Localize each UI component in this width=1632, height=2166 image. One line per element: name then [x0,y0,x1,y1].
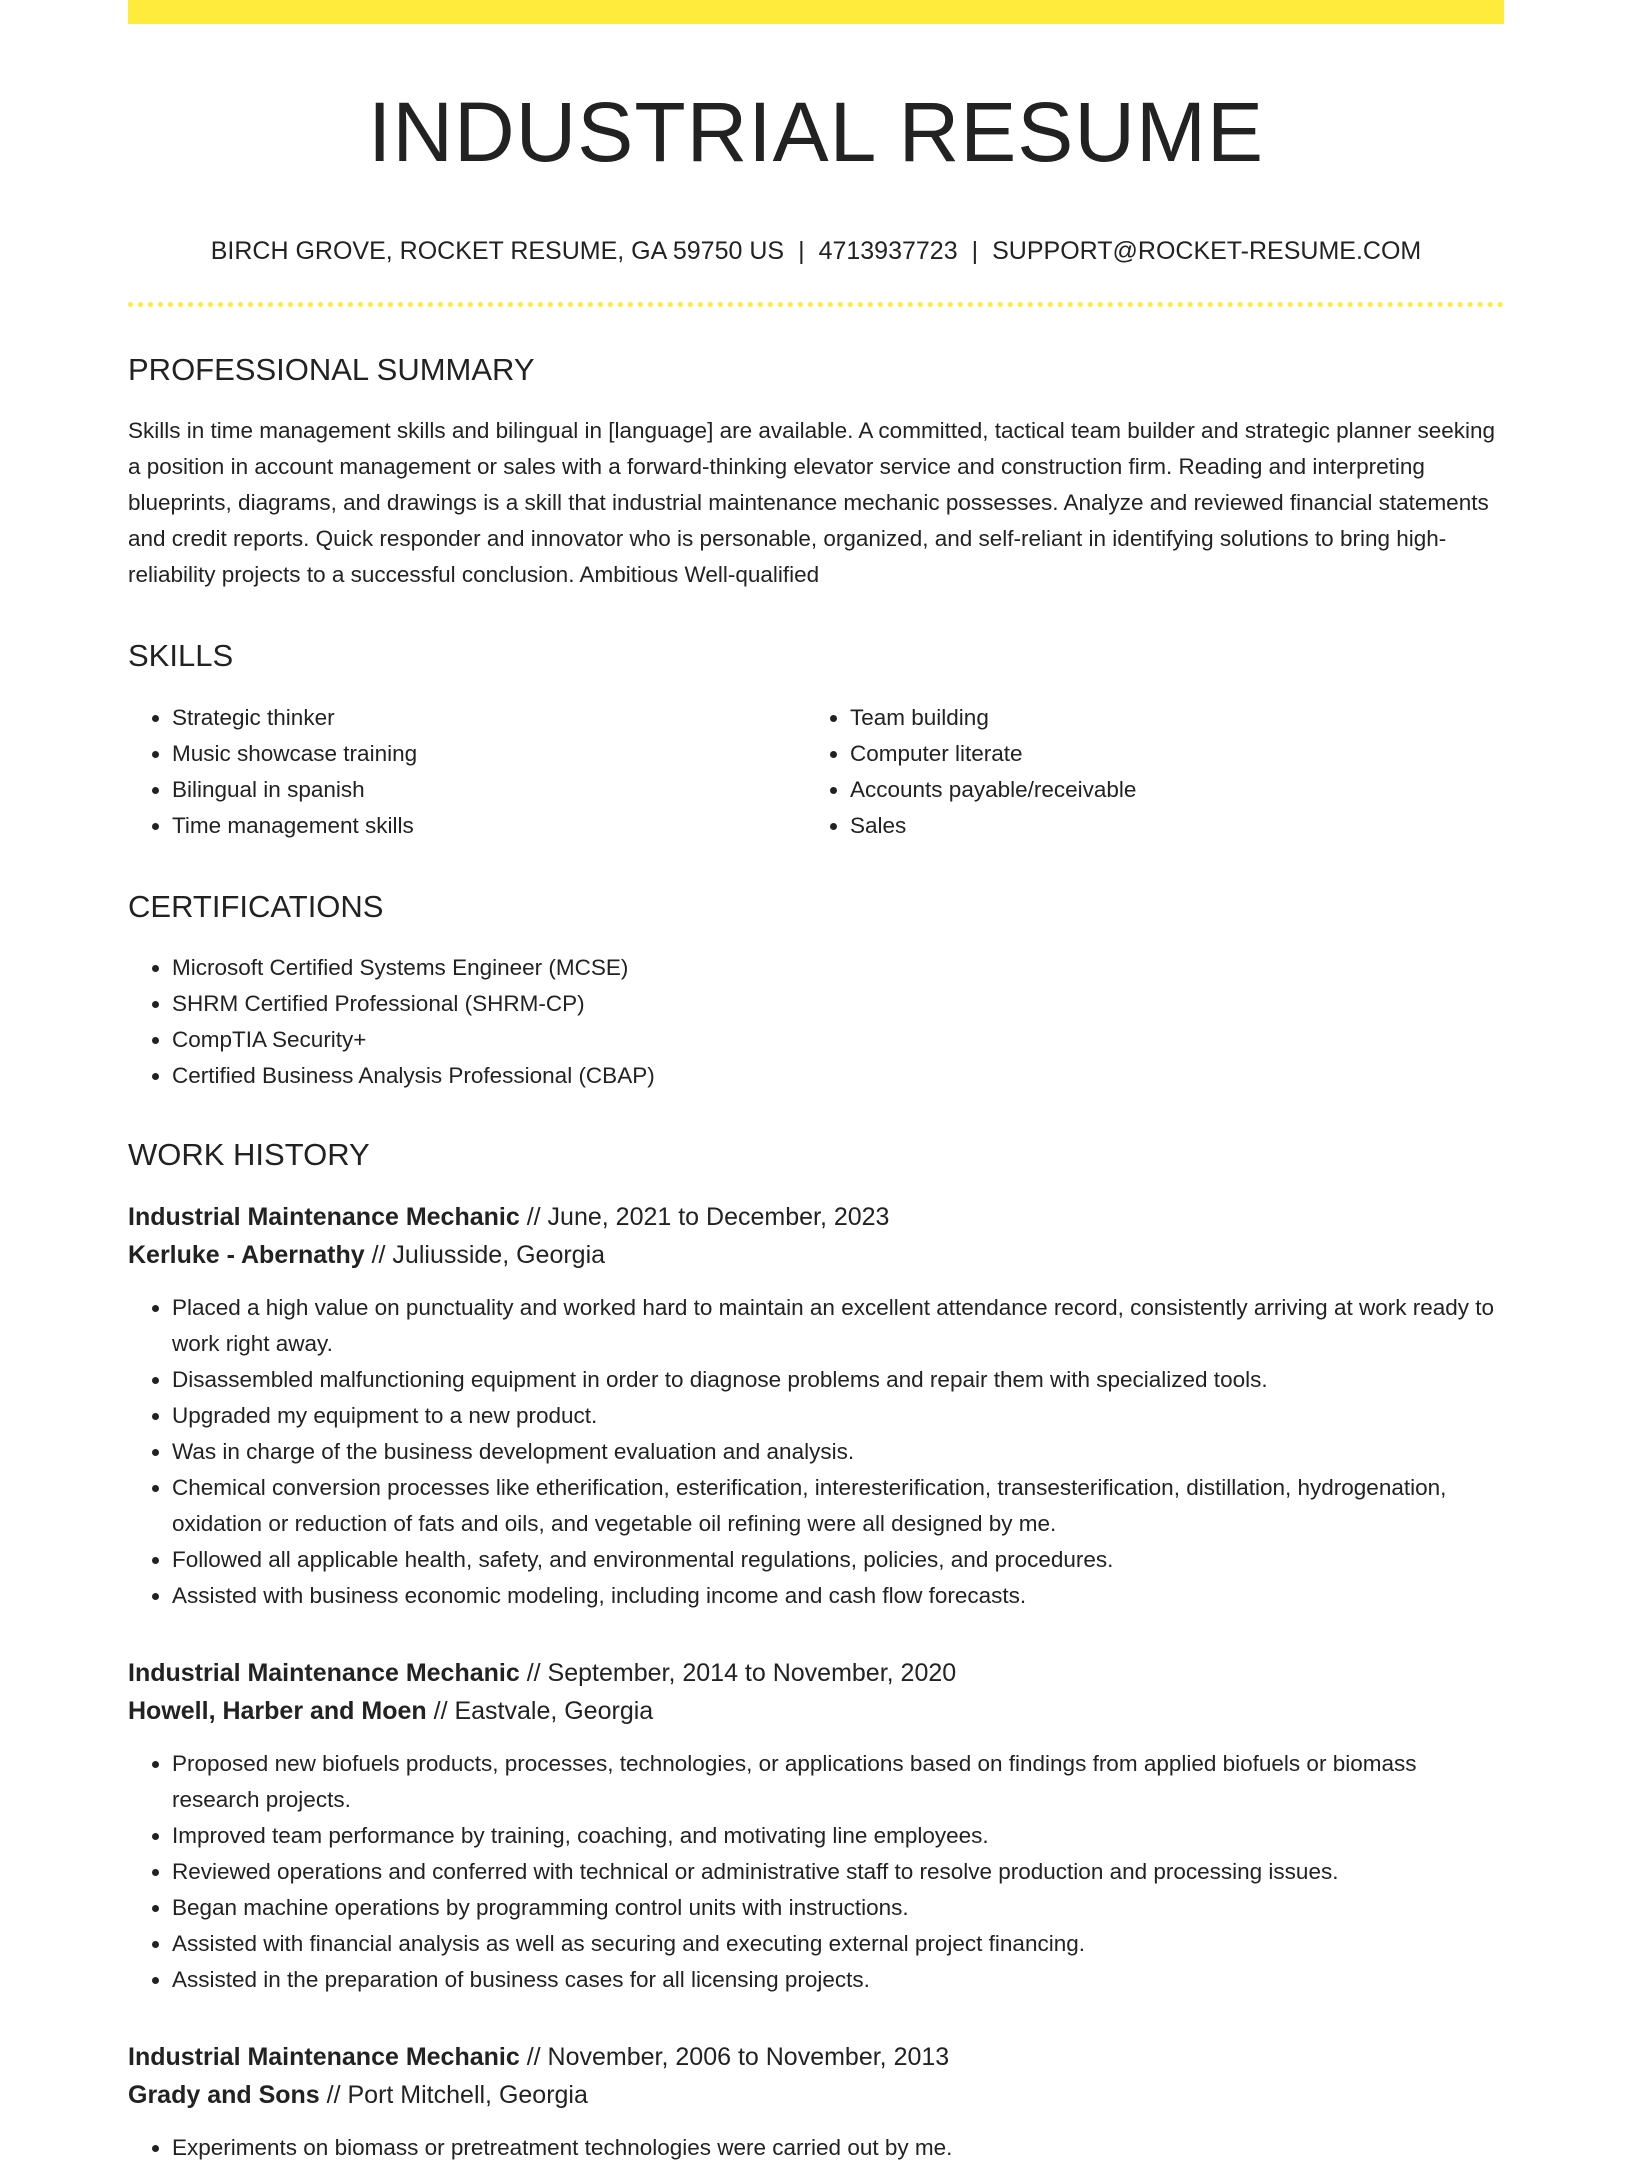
skills-right-column [806,700,1484,844]
resume-name: INDUSTRIAL RESUME [367,85,1264,179]
contact-separator: | [798,237,805,266]
job-bullet: • Upgraded my equipment to a new product. [172,1398,1504,1434]
resume-page [128,0,1504,2166]
work-history-heading: WORK HISTORY [128,1136,370,1172]
job-title-line [128,2038,1504,2076]
job-company-line [128,1236,1504,1274]
skills-right-list [806,700,1484,844]
job-bullet: • Experiments on biomass or pretreatment technologies were carried out by me. [172,2130,1504,2166]
skill-item: • Music showcase training [172,736,806,772]
job-bullet: • Disassembled malfunctioning equipment in order to diagnose problems and repair them with specialized tools. [172,1362,1504,1398]
skill-item: • Computer literate [850,736,1484,772]
job-title: Industrial Maintenance Mechanic [128,1202,520,1231]
certification-item: • Microsoft Certified Systems Engineer (MCSE) [172,950,1504,986]
job-dates: // November, 2006 to November, 2013 [526,2042,950,2071]
job-location: // Port Mitchell, Georgia [326,2080,588,2109]
dotted-divider [128,302,1504,307]
job-bullets [128,2130,1504,2166]
job-entry [128,1654,1504,1998]
skill-item: • Accounts payable/receivable [850,772,1484,808]
job-company: Kerluke - Abernathy [128,1240,365,1269]
job-company: Grady and Sons [128,2080,320,2109]
job-location: // Eastvale, Georgia [433,1696,654,1725]
job-bullet: • Placed a high value on punctuality and worked hard to maintain an excellent attendance record, consistently arriving at work ready to work right away. [172,1290,1504,1362]
contact-separator: | [971,237,979,266]
job-bullet: • Assisted with business economic modeling, including income and cash flow forecasts. [172,1578,1504,1614]
job-entry [128,1198,1504,1614]
job-bullet: • Proposed new biofuels products, processes, technologies, or applications based on findings from applied biofuels or biomass research projects. [172,1746,1504,1818]
job-bullet: • Followed all applicable health, safety, and environmental regulations, policies, and procedures. [172,1542,1504,1578]
contact-phone: 4713937723 [818,237,958,266]
summary-heading: PROFESSIONAL SUMMARY [128,352,535,388]
job-title: Industrial Maintenance Mechanic [128,2042,520,2071]
job-title: Industrial Maintenance Mechanic [128,1658,520,1687]
job-company-line [128,2076,1504,2114]
job-bullet: • Assisted with financial analysis as well as securing and executing external project financing. [172,1926,1504,1962]
job-bullet: • Chemical conversion processes like etherification, esterification, interesterification, transesterification, distillation, hydrogenation, oxidation or reduction of fats and oils, and vegetable oil refining were all designed by me. [172,1470,1504,1542]
skill-item: • Time management skills [172,808,806,844]
job-bullet: • Was in charge of the business development evaluation and analysis. [172,1434,1504,1470]
skills-heading: SKILLS [128,638,234,674]
skill-item: • Sales [850,808,1484,844]
job-bullet: • Reviewed operations and conferred with technical or administrative staff to resolve production and processing issues. [172,1854,1504,1890]
contact-email: SUPPORT@ROCKET-RESUME.COM [992,237,1422,266]
contact-line [128,236,1504,266]
job-bullet: • Began machine operations by programming control units with instructions. [172,1890,1504,1926]
summary-text: Skills in time management skills and bilingual in [language] are available. A committed, tactical team builder and strategic planner seeking a position in account management or sales with a forward-thinking elevator service and construction firm. Reading and interpreting blueprints, diagrams, and drawings is a skill that industrial maintenance mechanic possesses. Analyze and reviewed financial statements and credit reports. Quick responder and innovator who is personable, organized, and self-reliant in identifying solutions to bring high-reliability projects to a successful conclusion. Ambitious Well-qualified [128,418,1495,588]
accent-top-bar [128,0,1504,24]
job-title-line [128,1198,1504,1236]
job-location: // Juliusside, Georgia [371,1240,606,1269]
skills-columns [128,700,1504,844]
job-company: Howell, Harber and Moen [128,1696,427,1725]
certification-item: • Certified Business Analysis Professional (CBAP) [172,1058,1504,1094]
skill-item: • Strategic thinker [172,700,806,736]
skill-item: • Bilingual in spanish [172,772,806,808]
certifications-list [128,950,1504,1094]
skill-item: • Team building [850,700,1484,736]
certification-item: • SHRM Certified Professional (SHRM-CP) [172,986,1504,1022]
job-bullets [128,1746,1504,1998]
skills-left-column [128,700,806,844]
certifications-heading: CERTIFICATIONS [128,888,384,924]
certification-item: • CompTIA Security+ [172,1022,1504,1058]
job-bullets [128,1290,1504,1614]
job-entry [128,2038,1504,2166]
job-company-line [128,1692,1504,1730]
job-title-line [128,1654,1504,1692]
job-dates: // June, 2021 to December, 2023 [526,1202,890,1231]
job-bullet: • Improved team performance by training, coaching, and motivating line employees. [172,1818,1504,1854]
job-dates: // September, 2014 to November, 2020 [526,1658,957,1687]
contact-address: BIRCH GROVE, ROCKET RESUME, GA 59750 US [210,237,785,266]
job-bullet: • Assisted in the preparation of business cases for all licensing projects. [172,1962,1504,1998]
skills-left-list [128,700,806,844]
